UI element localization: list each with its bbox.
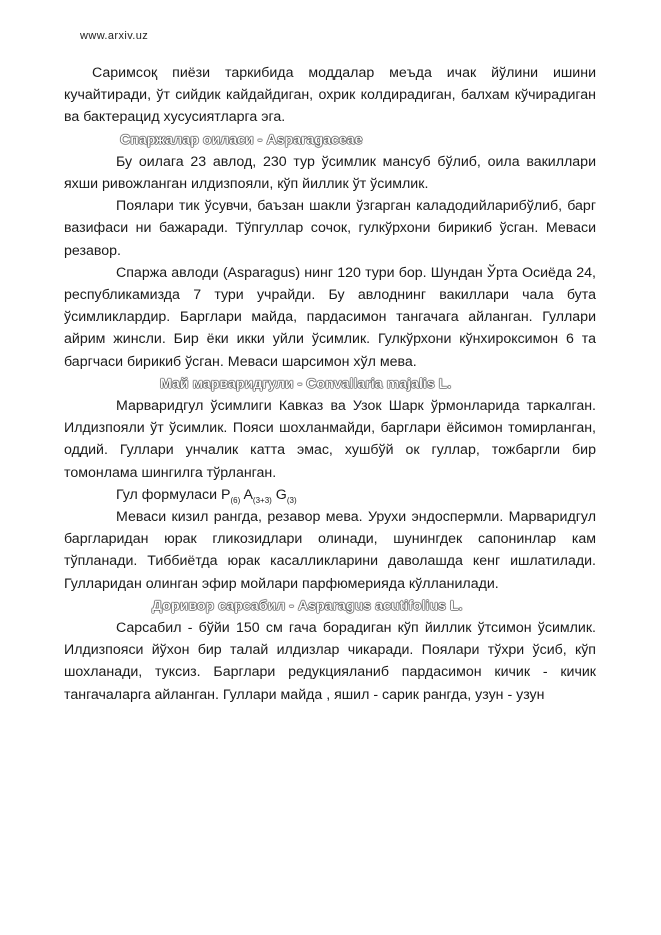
paragraph-lily-of-valley: Марваридгул ўсимлиги Кавказ ва Узок Шарк ўрмонларида таркалган. Илдизпояли ўт ўсимлик. Пояси шохланмайди, барглари ёйсимон томирланган, оддий. Гуллари унчалик катта эмас, хушбўй ок гуллар, тожбаргли бир томонлама шингилга тўрланган. <box>64 398 596 481</box>
paragraph-family-intro: Бу оилага 23 авлод, 230 тур ўсимлик мансуб бўлиб, оила вакиллари яхши ривожланган илдизпояли, кўп йиллик ўт ўсимлик. <box>64 153 596 193</box>
formula-p-sub: (6) <box>230 495 241 505</box>
heading-asparagus-acutifolius: Доривор сарсабил - Asparagus acutifolius L. <box>152 597 463 614</box>
site-watermark: www.arxiv.uz <box>80 30 149 42</box>
formula-label: Гул формуласи <box>116 486 218 503</box>
document-body <box>64 62 596 706</box>
flower-formula <box>64 484 596 506</box>
formula-g-sub: (3) <box>286 495 297 505</box>
formula-p: P <box>221 486 231 503</box>
formula-a: A <box>243 486 253 503</box>
paragraph-asparagus-genus: Спаржа авлоди (Asparagus) нинг 120 тури бор. Шундан Ўрта Осиёда 24, республикамизда 7 тури учрайди. Бу авлоднинг вакиллари чала бута ўсимликлардир. Барглари майда, пардасимон тангачага айланган. Гуллари айрим жинсли. Бир ёки икки уйли ўсимлик. Гулкўрхони кўнхироксимон 6 та баргчаси бирикиб ўсган. Меваси шарсимон хўл мева. <box>64 264 596 370</box>
formula-a-sub: (3+3) <box>252 495 272 505</box>
paragraph-sarsabil: Сарсабил - бўйи 150 см гача борадиган кўп йиллик ўтсимон ўсимлик. Илдизпояси йўхон бир талай илдизлар чикаради. Поялари тўхри ўсиб, кўп шохланади, туксиз. Барглари редукцияланиб пардасимон кичик - кичик тангачаларга айланган. Гуллари майда , яшил - сарик рангда, узун - узун <box>64 620 596 703</box>
paragraph-garlic: Саримсоқ пиёзи таркибида моддалар меъда ичак йўлини ишини кучайтиради, ўт сийдик кайдайдиган, охрик колдирадиган, балхам кўчирадиган ва бактерацид хусусиятларга эга. <box>64 65 596 126</box>
heading-asparagaceae: Спаржалар оиласи - Asparagaceae <box>120 131 363 148</box>
paragraph-fruit-usage: Меваси кизил рангда, резавор мева. Урухи эндоспермли. Марваридгул баргларидан юрак гликозидлари олинади, шунингдек сапонинлар кам тўпланади. Тиббиётда юрак касалликларини даволашда кенг ишлатилади. Гулларидан олинган эфир мойлари парфюмерияда кўлланилади. <box>64 509 596 592</box>
paragraph-stems: Поялари тик ўсувчи, баъзан шакли ўзгарган каладодийларибўлиб, барг вазифаси ни бажаради. Тўпгуллар сочок, гулкўрхони бирикиб ўсган. Меваси резавор. <box>64 198 596 259</box>
heading-convallaria: Май марваридгули - Convallaria majalis L. <box>160 375 452 392</box>
formula-g: G <box>275 486 287 503</box>
